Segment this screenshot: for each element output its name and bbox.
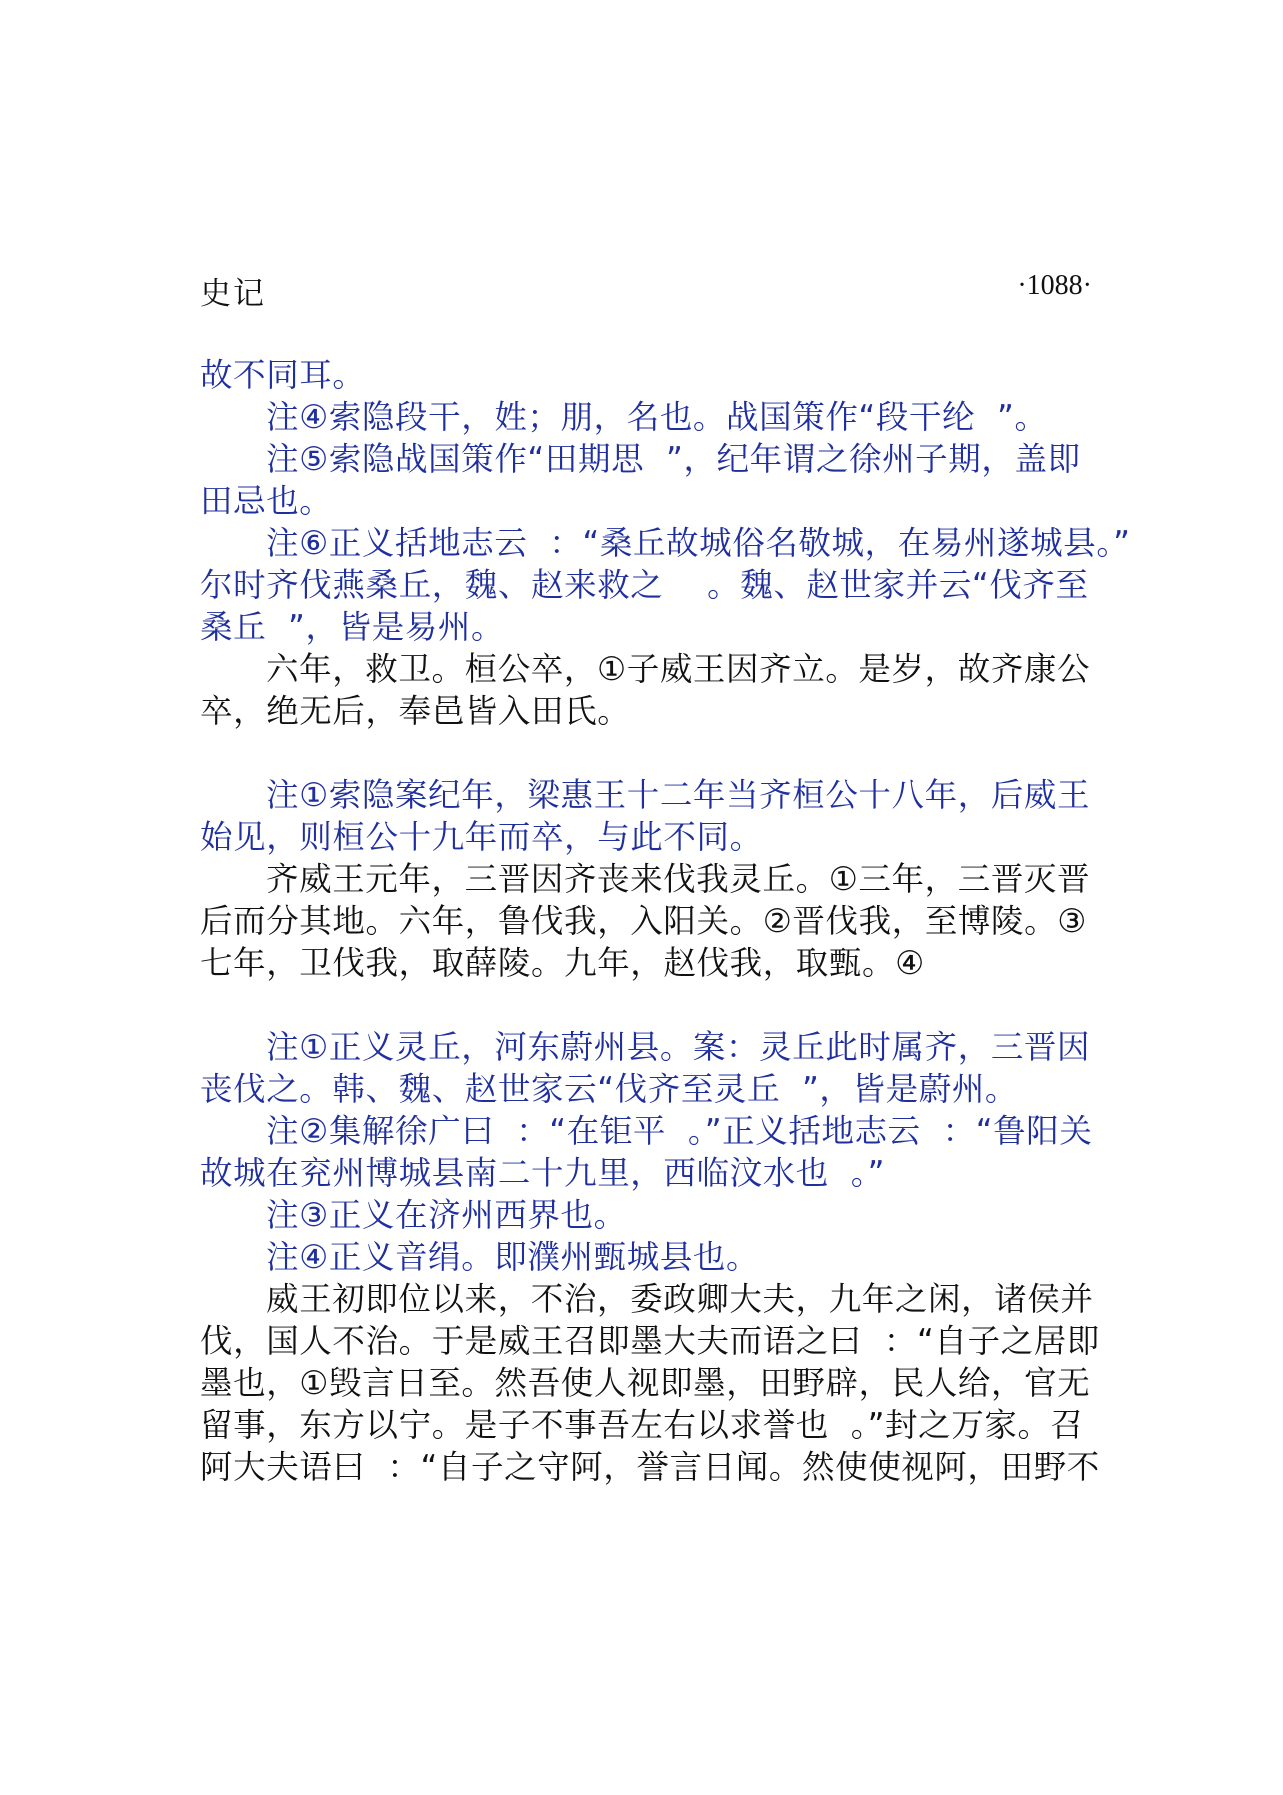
note-line: 注④索隐段干，姓；朋，名也。战国策作“段干纶 ”。: [266, 398, 1048, 436]
page-number: ·1088·: [1017, 270, 1092, 301]
note-line: 故不同耳。: [200, 356, 366, 394]
page-body: [200, 354, 1131, 1488]
note-line: 注③正义在济州西界也。: [266, 1196, 627, 1234]
text-line: 墨也，①毁言日至。然吾使人视即墨，田野辟，民人给，官无: [200, 1364, 1091, 1402]
text-line: 留事，东方以宁。是子不事吾左右以求誉也 。”封之万家。召: [200, 1406, 1084, 1444]
text-line: 伐，国人不治。于是威王召即墨大夫而语之曰 ：“自子之居即: [200, 1322, 1100, 1360]
paragraph-spacer: [200, 732, 1090, 774]
text-line: 威王初即位以来，不治，委政卿大夫，九年之闲，诸侯并: [266, 1280, 1094, 1318]
paragraph-spacer: [200, 984, 1090, 1026]
note-line: 尔时齐伐燕桑丘，魏、赵来救之 。魏、赵世家并云“伐齐至: [200, 566, 1089, 604]
note-line: 注⑤索隐战国策作“田期思 ”，纪年谓之徐州子期，盖即: [266, 440, 1081, 478]
note-line: 桑丘 ”，皆是易州。: [200, 608, 505, 646]
text-line: 卒，绝无后，奉邑皆入田氏。: [200, 692, 631, 730]
text-line: 七年，卫伐我，取薛陵。九年，赵伐我，取甄。④: [200, 944, 925, 982]
text-line: 六年，救卫。桓公卒，①子威王因齐立。是岁，故齐康公: [266, 650, 1091, 688]
text-line: 阿大夫语曰 ：“自子之守阿，誉言日闻。然使使视阿，田野不: [200, 1448, 1100, 1486]
note-line: 注①正义灵丘，河东蔚州县。案：灵丘此时属齐，三晋因: [266, 1028, 1091, 1066]
book-title: 史记: [200, 276, 266, 312]
text-line: 后而分其地。六年，鲁伐我，入阳关。②晋伐我，至博陵。③: [200, 902, 1087, 940]
note-line: 丧伐之。韩、魏、赵世家云“伐齐至灵丘 ”，皆是蔚州。: [200, 1070, 1019, 1108]
note-line: 注①索隐案纪年，梁惠王十二年当齐桓公十八年，后威王: [266, 776, 1091, 814]
note-line: 注④正义音绢。即濮州甄城县也。: [266, 1238, 760, 1276]
page-header: [200, 268, 1092, 312]
note-line: 始见，则桓公十九年而卒，与此不同。: [200, 818, 763, 856]
note-line: 故城在兖州博城县南二十九里，西临汶水也 。”: [200, 1154, 886, 1192]
text-line: 齐威王元年，三晋因齐丧来伐我灵丘。①三年，三晋灭晋: [266, 860, 1091, 898]
note-line: 注②集解徐广曰 ：“在钜平 。”正义括地志云 ：“鲁阳关: [266, 1112, 1093, 1150]
note-line: 田忌也。: [200, 482, 333, 520]
note-line: 注⑥正义括地志云 ：“桑丘故城俗名敬城，在易州遂城县。”: [266, 524, 1131, 562]
